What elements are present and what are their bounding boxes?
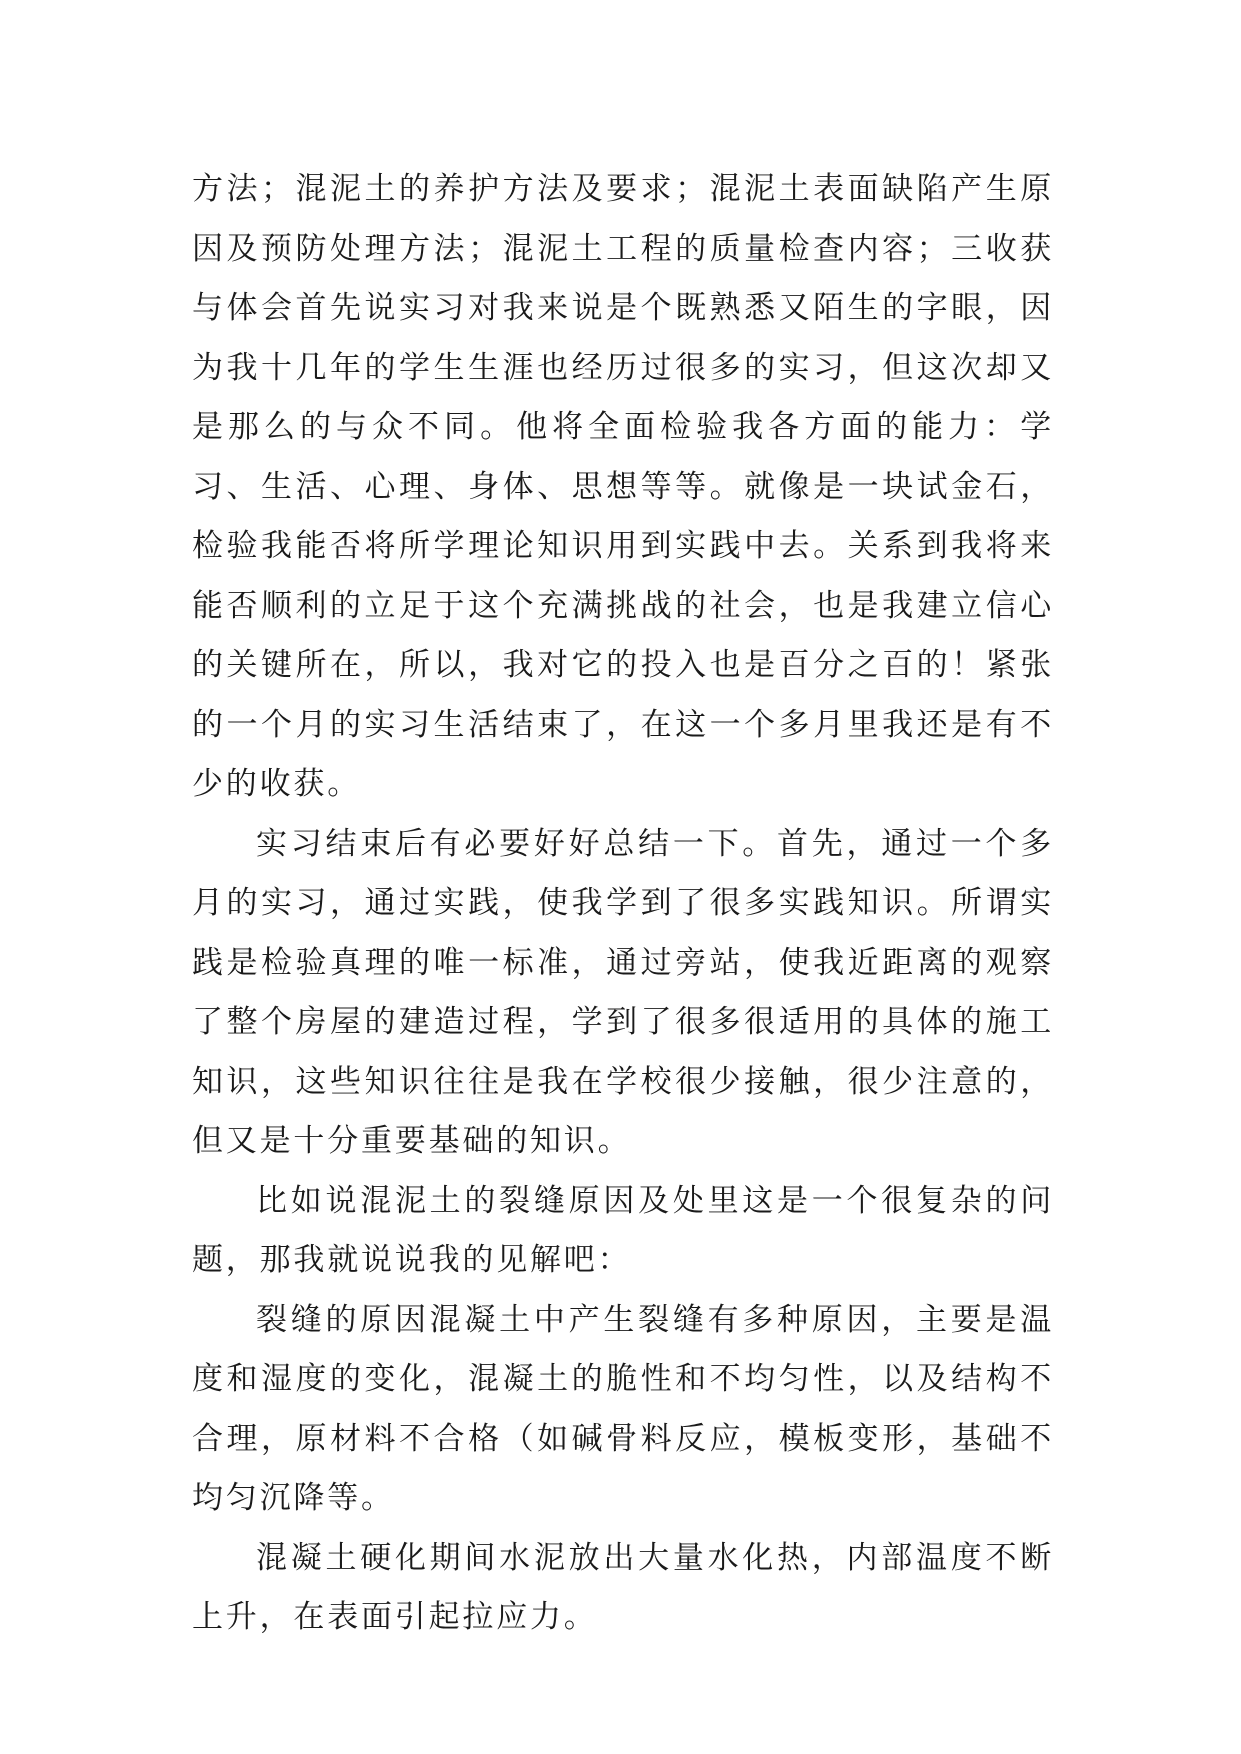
paragraph-2: 实习结束后有必要好好总结一下。首先，通过一个多月的实习，通过实践，使我学到了很多实践知识。所谓实践是检验真理的唯一标准，通过旁站，使我近距离的观察了整个房屋的建造过程，学到了很多很适用的具体的施工知识，这些知识往往是我在学校很少接触，很少注意的，但又是十分重要基础的知识。 [192, 825, 1054, 1159]
paragraph-4: 裂缝的原因混凝土中产生裂缝有多种原因，主要是温度和湿度的变化，混凝土的脆性和不均匀性，以及结构不合理，原材料不合格（如碱骨料反应，模板变形，基础不均匀沉降等。 [192, 1301, 1054, 1516]
paragraph-1: 方法；混泥土的养护方法及要求；混泥土表面缺陷产生原因及预防处理方法；混泥土工程的质量检查内容；三收获与体会首先说实习对我来说是个既熟悉又陌生的字眼，因为我十几年的学生生涯也经历过很多的实习，但这次却又是那么的与众不同。他将全面检验我各方面的能力：学习、生活、心理、身体、思想等等。就像是一块试金石，检验我能否将所学理论知识用到实践中去。关系到我将来能否顺利的立足于这个充满挑战的社会，也是我建立信心的关键所在，所以，我对它的投入也是百分之百的！紧张的一个月的实习生活结束了，在这一个多月里我还是有不少的收获。 [192, 171, 1054, 802]
document-body [192, 160, 1054, 1648]
paragraph-5: 混凝土硬化期间水泥放出大量水化热，内部温度不断上升，在表面引起拉应力。 [192, 1539, 1054, 1635]
paragraph-3: 比如说混泥土的裂缝原因及处里这是一个很复杂的问题，那我就说说我的见解吧： [192, 1182, 1054, 1278]
